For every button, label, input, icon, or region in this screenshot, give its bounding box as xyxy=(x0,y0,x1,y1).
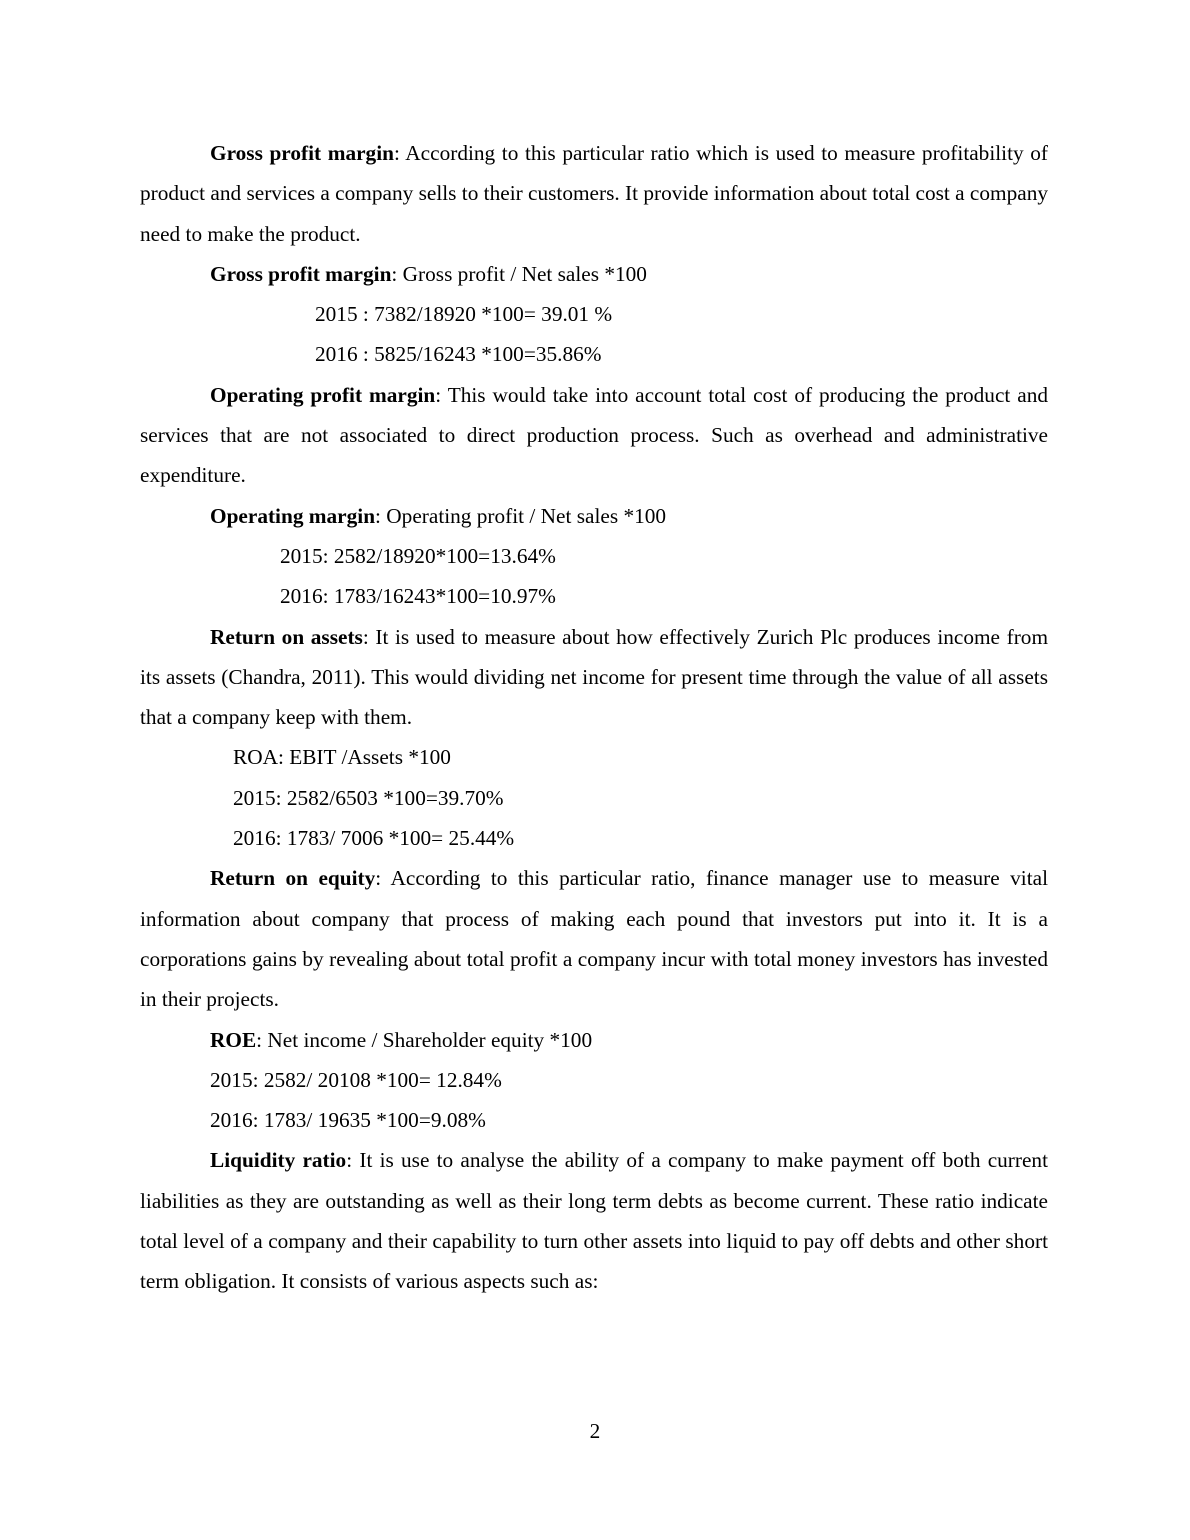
roe-formula xyxy=(140,1020,1048,1060)
return-on-assets-text: : It is used to measure about how effectively Zurich Plc produces income from its assets (Chandra, 2011). This would dividing net income for present time through the value of all assets that a company keep with them. xyxy=(140,624,1049,730)
return-on-equity-heading: Return on equity xyxy=(210,866,376,891)
page-number: 2 xyxy=(589,1419,601,1443)
operating-margin-formula-text: : Operating profit / Net sales *100 xyxy=(375,503,667,528)
page-body xyxy=(140,133,1048,1302)
gross-profit-formula-text: : Gross profit / Net sales *100 xyxy=(391,261,647,286)
return-on-equity-paragraph xyxy=(140,858,1048,1019)
operating-margin-calc-2016: 2016: 1783/16243*100=10.97% xyxy=(280,584,556,609)
roe-formula-text: : Net income / Shareholder equity *100 xyxy=(256,1027,593,1052)
operating-margin-calc-2015: 2015: 2582/18920*100=13.64% xyxy=(280,543,556,568)
gross-profit-calc-2016: 2016 : 5825/16243 *100=35.86% xyxy=(315,342,602,367)
return-on-assets-heading: Return on assets xyxy=(210,624,363,649)
operating-margin-formula-label: Operating margin xyxy=(210,503,376,528)
roe-calc-2016: 2016: 1783/ 19635 *100=9.08% xyxy=(210,1108,486,1133)
return-on-equity-text: : According to this particular ratio, finance manager use to measure vital information about company that process of making each pound that investors put into it. It is a corporations gains by revealing about total profit a company incur with total money investors has invested in their projects. xyxy=(140,866,1048,1012)
gross-profit-formula-label: Gross profit margin xyxy=(210,261,392,286)
gross-profit-heading: Gross profit margin xyxy=(210,141,394,165)
operating-profit-heading: Operating profit margin xyxy=(210,382,436,407)
operating-margin-formula xyxy=(140,496,1048,536)
liquidity-ratio-text: : It is use to analyse the ability of a company to make payment off both current liabilities as they are outstanding as well as their long term debts as become current. These ratio indicate total level of a company and their capability to turn other assets into liquid to pay off debts and other short term obligation. It consists of various aspects such as: xyxy=(140,1148,1048,1294)
roa-formula: ROA: EBIT /Assets *100 xyxy=(233,745,451,770)
operating-profit-paragraph xyxy=(140,375,1048,496)
operating-profit-text: : This would take into account total cost of producing the product and services that are not associated to direct production process. Such as overhead and administrative expenditure. xyxy=(140,382,1048,488)
liquidity-ratio-heading: Liquidity ratio xyxy=(210,1148,347,1173)
roa-calc-2015: 2015: 2582/6503 *100=39.70% xyxy=(233,785,504,810)
gross-profit-calc-2015: 2015 : 7382/18920 *100= 39.01 % xyxy=(315,302,613,327)
return-on-assets-paragraph xyxy=(140,617,1048,738)
gross-profit-text: : According to this particular ratio which is used to measure profitability of product and services a company sells to their customers. It provide information about total cost a company need to make the product. xyxy=(140,141,1048,246)
roe-calc-2015: 2015: 2582/ 20108 *100= 12.84% xyxy=(210,1067,502,1092)
gross-profit-formula xyxy=(140,254,1048,294)
gross-profit-paragraph xyxy=(140,133,1048,254)
roa-calc-2016: 2016: 1783/ 7006 *100= 25.44% xyxy=(233,826,515,851)
roe-formula-label: ROE xyxy=(210,1027,257,1052)
liquidity-ratio-paragraph xyxy=(140,1140,1048,1301)
